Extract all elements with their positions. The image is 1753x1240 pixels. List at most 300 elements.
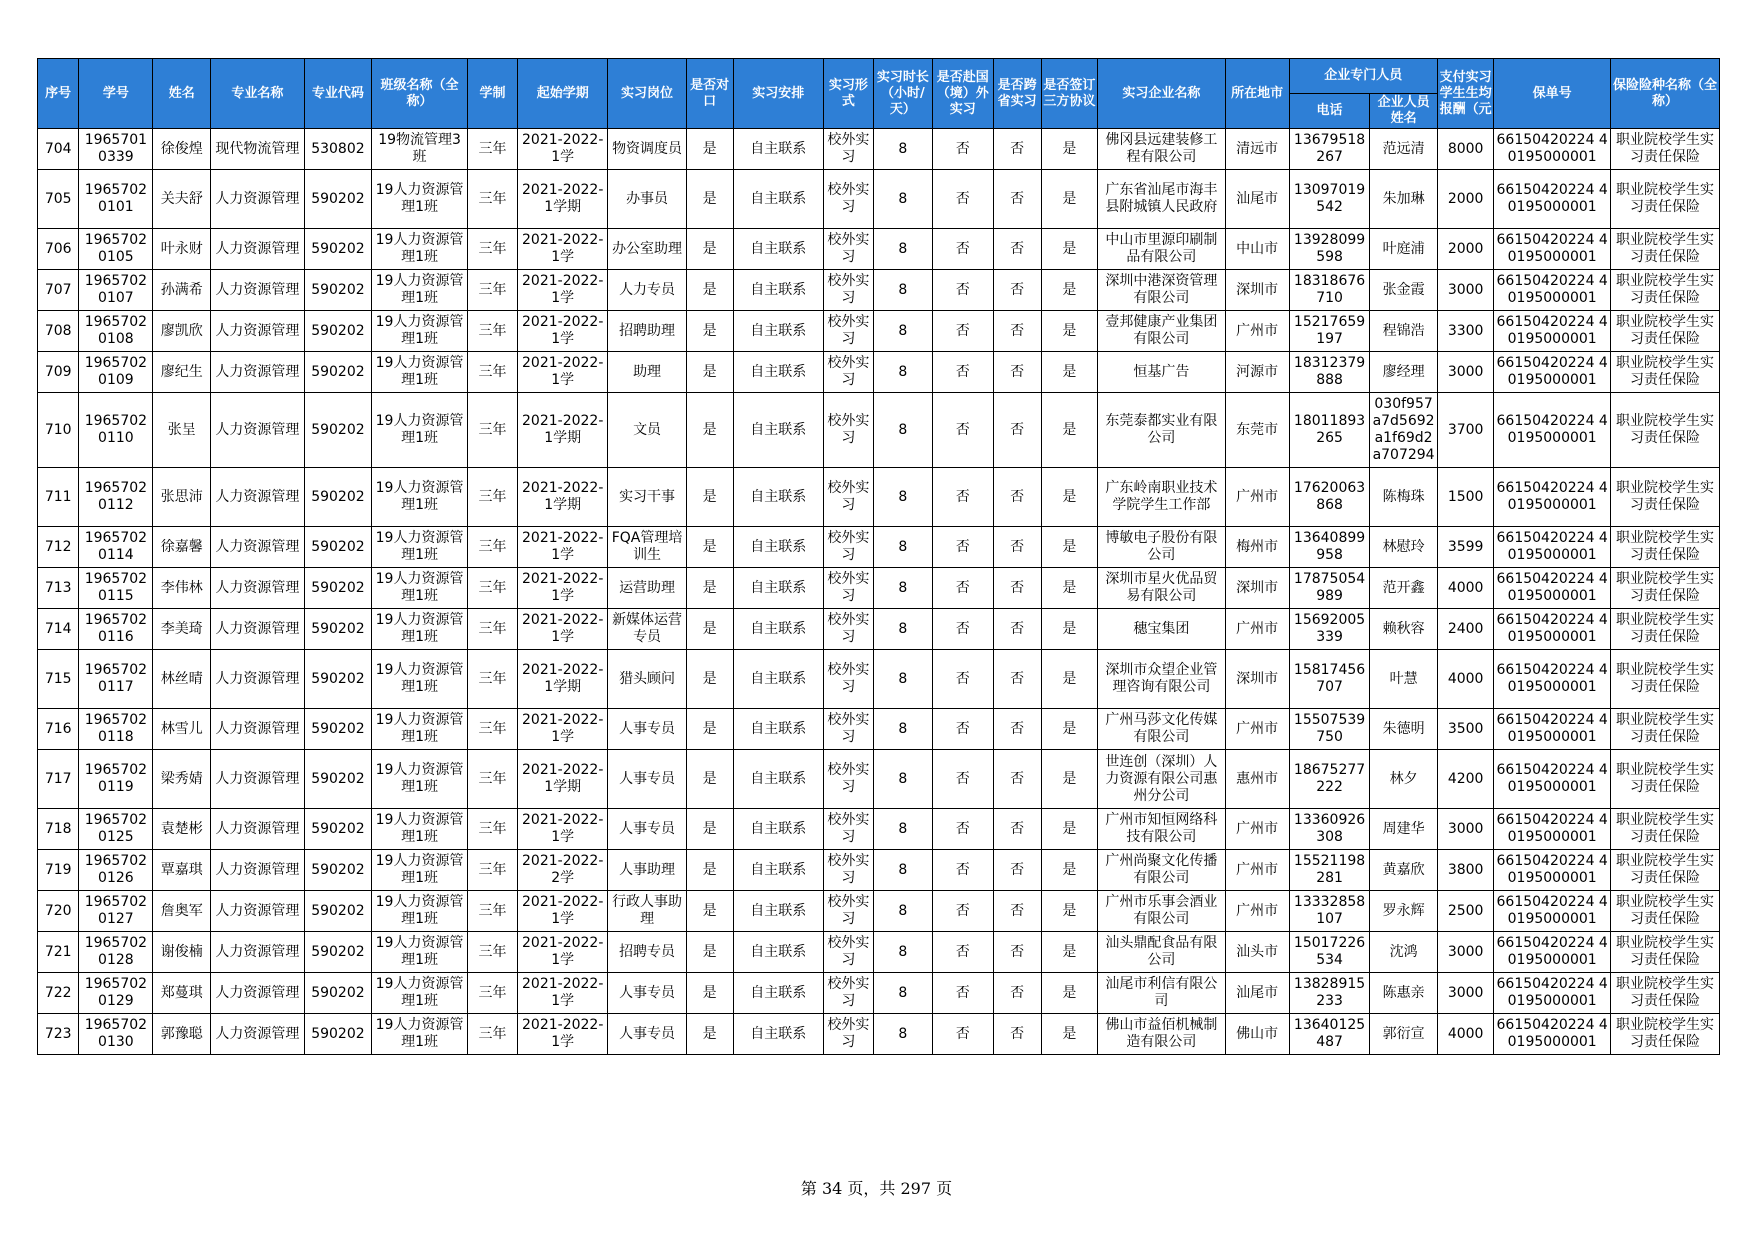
cell-matched: 是	[686, 393, 733, 468]
cell-phone: 18318676 710	[1289, 270, 1370, 311]
cell-hours: 8	[873, 750, 932, 809]
cell-contact: 叶庭浦	[1370, 229, 1438, 270]
cell-tripartite: 是	[1041, 850, 1098, 891]
cell-contact: 陈惠亲	[1370, 973, 1438, 1014]
cell-policy: 66150420224 40195000001	[1494, 809, 1610, 850]
cell-insurance: 职业院校学生实习责任保险	[1610, 393, 1719, 468]
cell-phone: 18312379 888	[1289, 352, 1370, 393]
cell-pay: 8000	[1437, 129, 1494, 170]
cell-company: 广东岭南职业技术学院学生工作部	[1098, 468, 1225, 527]
cell-city: 广州市	[1225, 809, 1289, 850]
cell-policy: 66150420224 40195000001	[1494, 932, 1610, 973]
header-company: 实习企业名称	[1098, 59, 1225, 129]
cell-company: 恒基广告	[1098, 352, 1225, 393]
cell-position: 人事专员	[608, 809, 686, 850]
header-start-term: 起始学期	[518, 59, 608, 129]
cell-student-id: 1965702 0112	[79, 468, 153, 527]
cell-abroad: 否	[932, 609, 993, 650]
cell-cross: 否	[993, 270, 1041, 311]
cell-pay: 3300	[1437, 311, 1494, 352]
cell-arrangement: 自主联系	[733, 709, 823, 750]
cell-company: 壹邦健康产业集团有限公司	[1098, 311, 1225, 352]
cell-pay: 1500	[1437, 468, 1494, 527]
table-row	[38, 750, 1720, 809]
cell-class: 19人力资源管理1班	[372, 973, 468, 1014]
cell-cross: 否	[993, 229, 1041, 270]
cell-phone: 17875054 989	[1289, 568, 1370, 609]
cell-pay: 2500	[1437, 891, 1494, 932]
cell-major: 人力资源管理	[211, 932, 305, 973]
cell-major-code: 530802	[304, 129, 371, 170]
cell-matched: 是	[686, 170, 733, 229]
cell-position: 行政人事助理	[608, 891, 686, 932]
cell-seq: 704	[38, 129, 79, 170]
cell-pay: 4000	[1437, 1014, 1494, 1055]
cell-pay: 3000	[1437, 270, 1494, 311]
cell-class: 19物流管理3班	[372, 129, 468, 170]
table-header	[38, 59, 1720, 129]
header-major-code: 专业代码	[304, 59, 371, 129]
cell-insurance: 职业院校学生实习责任保险	[1610, 650, 1719, 709]
cell-major: 人力资源管理	[211, 809, 305, 850]
table-row	[38, 891, 1720, 932]
cell-hours: 8	[873, 1014, 932, 1055]
cell-city: 梅州市	[1225, 527, 1289, 568]
cell-insurance: 职业院校学生实习责任保险	[1610, 809, 1719, 850]
cell-form: 校外实习	[823, 311, 873, 352]
cell-pay: 3000	[1437, 352, 1494, 393]
cell-class: 19人力资源管理1班	[372, 850, 468, 891]
cell-major: 人力资源管理	[211, 650, 305, 709]
cell-phone: 15017226 534	[1289, 932, 1370, 973]
cell-company: 广州市乐事会酒业有限公司	[1098, 891, 1225, 932]
cell-phone: 13679518 267	[1289, 129, 1370, 170]
cell-city: 广州市	[1225, 850, 1289, 891]
cell-arrangement: 自主联系	[733, 1014, 823, 1055]
cell-hours: 8	[873, 393, 932, 468]
header-major: 专业名称	[211, 59, 305, 129]
cell-insurance: 职业院校学生实习责任保险	[1610, 170, 1719, 229]
cell-student-id: 1965702 0117	[79, 650, 153, 709]
cell-abroad: 否	[932, 750, 993, 809]
cell-city: 河源市	[1225, 352, 1289, 393]
cell-cross: 否	[993, 311, 1041, 352]
cell-matched: 是	[686, 352, 733, 393]
cell-seq: 708	[38, 311, 79, 352]
cell-seq: 707	[38, 270, 79, 311]
cell-major-code: 590202	[304, 750, 371, 809]
cell-start-term: 2021-2022-1学	[518, 973, 608, 1014]
cell-form: 校外实习	[823, 229, 873, 270]
cell-major-code: 590202	[304, 270, 371, 311]
cell-phone: 13828915 233	[1289, 973, 1370, 1014]
cell-insurance: 职业院校学生实习责任保险	[1610, 709, 1719, 750]
cell-arrangement: 自主联系	[733, 270, 823, 311]
cell-phone: 15692005 339	[1289, 609, 1370, 650]
cell-student-id: 1965702 0110	[79, 393, 153, 468]
header-insurance: 保险险种名称（全称）	[1610, 59, 1719, 129]
cell-contact: 廖经理	[1370, 352, 1438, 393]
cell-tripartite: 是	[1041, 973, 1098, 1014]
cell-tripartite: 是	[1041, 709, 1098, 750]
cell-contact: 叶慧	[1370, 650, 1438, 709]
cell-class: 19人力资源管理1班	[372, 750, 468, 809]
cell-arrangement: 自主联系	[733, 850, 823, 891]
table-row	[38, 393, 1720, 468]
cell-major: 人力资源管理	[211, 352, 305, 393]
cell-insurance: 职业院校学生实习责任保险	[1610, 850, 1719, 891]
cell-insurance: 职业院校学生实习责任保险	[1610, 129, 1719, 170]
cell-phone: 15521198 281	[1289, 850, 1370, 891]
cell-matched: 是	[686, 973, 733, 1014]
cell-major-code: 590202	[304, 932, 371, 973]
table-row	[38, 468, 1720, 527]
cell-student-id: 1965702 0126	[79, 850, 153, 891]
cell-contact: 朱德明	[1370, 709, 1438, 750]
cell-name: 徐俊煌	[153, 129, 211, 170]
table-row	[38, 270, 1720, 311]
table-row	[38, 170, 1720, 229]
cell-cross: 否	[993, 1014, 1041, 1055]
cell-city: 汕头市	[1225, 932, 1289, 973]
cell-phone: 13640125 487	[1289, 1014, 1370, 1055]
cell-student-id: 1965702 0116	[79, 609, 153, 650]
table-row	[38, 352, 1720, 393]
cell-duration: 三年	[467, 229, 517, 270]
cell-cross: 否	[993, 709, 1041, 750]
header-phone: 电话	[1289, 94, 1370, 129]
cell-policy: 66150420224 40195000001	[1494, 973, 1610, 1014]
cell-phone: 13332858 107	[1289, 891, 1370, 932]
cell-tripartite: 是	[1041, 527, 1098, 568]
header-contact-group: 企业专门人员	[1289, 59, 1437, 94]
cell-cross: 否	[993, 973, 1041, 1014]
cell-contact: 范开鑫	[1370, 568, 1438, 609]
cell-major: 人力资源管理	[211, 1014, 305, 1055]
cell-major-code: 590202	[304, 393, 371, 468]
cell-position: 新媒体运营专员	[608, 609, 686, 650]
cell-start-term: 2021-2022-1学	[518, 891, 608, 932]
cell-name: 李美琦	[153, 609, 211, 650]
cell-company: 广州市知恒网络科技有限公司	[1098, 809, 1225, 850]
cell-policy: 66150420224 40195000001	[1494, 270, 1610, 311]
cell-major-code: 590202	[304, 891, 371, 932]
cell-contact: 周建华	[1370, 809, 1438, 850]
cell-duration: 三年	[467, 527, 517, 568]
cell-seq: 710	[38, 393, 79, 468]
cell-company: 广州马莎文化传媒有限公司	[1098, 709, 1225, 750]
cell-hours: 8	[873, 527, 932, 568]
cell-abroad: 否	[932, 891, 993, 932]
cell-hours: 8	[873, 270, 932, 311]
cell-duration: 三年	[467, 129, 517, 170]
cell-seq: 713	[38, 568, 79, 609]
cell-form: 校外实习	[823, 170, 873, 229]
header-pay: 支付实习学生生均报酬（元	[1437, 59, 1494, 129]
cell-tripartite: 是	[1041, 468, 1098, 527]
cell-duration: 三年	[467, 352, 517, 393]
cell-company: 汕头鼎配食品有限公司	[1098, 932, 1225, 973]
cell-tripartite: 是	[1041, 393, 1098, 468]
cell-major-code: 590202	[304, 1014, 371, 1055]
cell-contact: 林夕	[1370, 750, 1438, 809]
cell-contact: 张金霞	[1370, 270, 1438, 311]
cell-seq: 722	[38, 973, 79, 1014]
cell-major: 人力资源管理	[211, 270, 305, 311]
cell-tripartite: 是	[1041, 170, 1098, 229]
cell-cross: 否	[993, 352, 1041, 393]
cell-seq: 712	[38, 527, 79, 568]
cell-pay: 2000	[1437, 170, 1494, 229]
cell-class: 19人力资源管理1班	[372, 709, 468, 750]
cell-class: 19人力资源管理1班	[372, 568, 468, 609]
cell-city: 汕尾市	[1225, 973, 1289, 1014]
cell-major: 人力资源管理	[211, 891, 305, 932]
cell-abroad: 否	[932, 393, 993, 468]
table-row	[38, 609, 1720, 650]
cell-tripartite: 是	[1041, 568, 1098, 609]
cell-major-code: 590202	[304, 973, 371, 1014]
cell-name: 廖凯欣	[153, 311, 211, 352]
cell-policy: 66150420224 40195000001	[1494, 229, 1610, 270]
cell-hours: 8	[873, 352, 932, 393]
cell-city: 佛山市	[1225, 1014, 1289, 1055]
cell-seq: 721	[38, 932, 79, 973]
cell-duration: 三年	[467, 311, 517, 352]
cell-major-code: 590202	[304, 809, 371, 850]
cell-phone: 18011893 265	[1289, 393, 1370, 468]
cell-cross: 否	[993, 809, 1041, 850]
cell-insurance: 职业院校学生实习责任保险	[1610, 750, 1719, 809]
cell-form: 校外实习	[823, 609, 873, 650]
cell-duration: 三年	[467, 750, 517, 809]
cell-start-term: 2021-2022-1学	[518, 568, 608, 609]
cell-city: 中山市	[1225, 229, 1289, 270]
cell-student-id: 1965702 0107	[79, 270, 153, 311]
cell-city: 清远市	[1225, 129, 1289, 170]
cell-name: 叶永财	[153, 229, 211, 270]
cell-insurance: 职业院校学生实习责任保险	[1610, 229, 1719, 270]
header-matched: 是否对口	[686, 59, 733, 129]
cell-cross: 否	[993, 568, 1041, 609]
table-row	[38, 809, 1720, 850]
cell-major: 人力资源管理	[211, 750, 305, 809]
cell-pay: 4000	[1437, 568, 1494, 609]
cell-insurance: 职业院校学生实习责任保险	[1610, 973, 1719, 1014]
table-row	[38, 650, 1720, 709]
cell-arrangement: 自主联系	[733, 129, 823, 170]
cell-arrangement: 自主联系	[733, 932, 823, 973]
cell-company: 佛山市益佰机械制造有限公司	[1098, 1014, 1225, 1055]
cell-major: 人力资源管理	[211, 170, 305, 229]
cell-pay: 2000	[1437, 229, 1494, 270]
cell-hours: 8	[873, 891, 932, 932]
cell-company: 深圳市众望企业管理咨询有限公司	[1098, 650, 1225, 709]
cell-duration: 三年	[467, 850, 517, 891]
cell-class: 19人力资源管理1班	[372, 311, 468, 352]
cell-city: 广州市	[1225, 609, 1289, 650]
cell-class: 19人力资源管理1班	[372, 891, 468, 932]
cell-seq: 719	[38, 850, 79, 891]
cell-name: 林雪儿	[153, 709, 211, 750]
cell-class: 19人力资源管理1班	[372, 809, 468, 850]
table-row	[38, 709, 1720, 750]
cell-city: 汕尾市	[1225, 170, 1289, 229]
cell-major-code: 590202	[304, 170, 371, 229]
cell-company: 广东省汕尾市海丰县附城镇人民政府	[1098, 170, 1225, 229]
cell-major-code: 590202	[304, 650, 371, 709]
cell-class: 19人力资源管理1班	[372, 609, 468, 650]
cell-abroad: 否	[932, 170, 993, 229]
cell-contact: 范远清	[1370, 129, 1438, 170]
cell-abroad: 否	[932, 1014, 993, 1055]
cell-position: FQA管理培训生	[608, 527, 686, 568]
cell-insurance: 职业院校学生实习责任保险	[1610, 468, 1719, 527]
cell-hours: 8	[873, 129, 932, 170]
cell-name: 郑蔓琪	[153, 973, 211, 1014]
cell-student-id: 1965702 0105	[79, 229, 153, 270]
cell-student-id: 1965702 0119	[79, 750, 153, 809]
cell-form: 校外实习	[823, 650, 873, 709]
cell-insurance: 职业院校学生实习责任保险	[1610, 270, 1719, 311]
cell-name: 张呈	[153, 393, 211, 468]
cell-position: 人事专员	[608, 973, 686, 1014]
cell-name: 袁楚彬	[153, 809, 211, 850]
cell-major: 现代物流管理	[211, 129, 305, 170]
cell-major: 人力资源管理	[211, 568, 305, 609]
cell-name: 孙满希	[153, 270, 211, 311]
cell-city: 东莞市	[1225, 393, 1289, 468]
cell-major-code: 590202	[304, 229, 371, 270]
cell-form: 校外实习	[823, 709, 873, 750]
table-row	[38, 973, 1720, 1014]
cell-form: 校外实习	[823, 568, 873, 609]
cell-start-term: 2021-2022-1学期	[518, 170, 608, 229]
cell-policy: 66150420224 40195000001	[1494, 850, 1610, 891]
cell-insurance: 职业院校学生实习责任保险	[1610, 891, 1719, 932]
cell-arrangement: 自主联系	[733, 750, 823, 809]
cell-pay: 3700	[1437, 393, 1494, 468]
cell-major-code: 590202	[304, 609, 371, 650]
cell-duration: 三年	[467, 609, 517, 650]
cell-duration: 三年	[467, 170, 517, 229]
cell-pay: 3000	[1437, 809, 1494, 850]
cell-position: 人事专员	[608, 750, 686, 809]
cell-phone: 17620063 868	[1289, 468, 1370, 527]
cell-hours: 8	[873, 229, 932, 270]
cell-major: 人力资源管理	[211, 393, 305, 468]
cell-company: 佛冈县远建装修工程有限公司	[1098, 129, 1225, 170]
cell-class: 19人力资源管理1班	[372, 352, 468, 393]
cell-duration: 三年	[467, 709, 517, 750]
cell-hours: 8	[873, 709, 932, 750]
cell-tripartite: 是	[1041, 311, 1098, 352]
cell-start-term: 2021-2022-1学	[518, 1014, 608, 1055]
cell-student-id: 1965702 0130	[79, 1014, 153, 1055]
cell-start-term: 2021-2022-1学	[518, 932, 608, 973]
cell-duration: 三年	[467, 568, 517, 609]
cell-cross: 否	[993, 750, 1041, 809]
header-form: 实习形式	[823, 59, 873, 129]
cell-company: 深圳中港深资管理有限公司	[1098, 270, 1225, 311]
cell-start-term: 2021-2022-1学期	[518, 750, 608, 809]
table-row	[38, 568, 1720, 609]
cell-form: 校外实习	[823, 527, 873, 568]
cell-seq: 720	[38, 891, 79, 932]
header-class: 班级名称（全称）	[372, 59, 468, 129]
cell-tripartite: 是	[1041, 1014, 1098, 1055]
table-row	[38, 932, 1720, 973]
cell-pay: 3000	[1437, 973, 1494, 1014]
cell-hours: 8	[873, 973, 932, 1014]
cell-arrangement: 自主联系	[733, 809, 823, 850]
cell-arrangement: 自主联系	[733, 973, 823, 1014]
cell-city: 广州市	[1225, 709, 1289, 750]
cell-matched: 是	[686, 270, 733, 311]
cell-insurance: 职业院校学生实习责任保险	[1610, 311, 1719, 352]
cell-start-term: 2021-2022-1学	[518, 229, 608, 270]
cell-insurance: 职业院校学生实习责任保险	[1610, 568, 1719, 609]
cell-form: 校外实习	[823, 850, 873, 891]
cell-name: 徐嘉馨	[153, 527, 211, 568]
cell-class: 19人力资源管理1班	[372, 1014, 468, 1055]
cell-matched: 是	[686, 932, 733, 973]
cell-abroad: 否	[932, 468, 993, 527]
cell-start-term: 2021-2022-2学	[518, 850, 608, 891]
cell-phone: 13640899 958	[1289, 527, 1370, 568]
cell-policy: 66150420224 40195000001	[1494, 709, 1610, 750]
cell-pay: 3000	[1437, 932, 1494, 973]
cell-seq: 711	[38, 468, 79, 527]
cell-start-term: 2021-2022-1学	[518, 129, 608, 170]
cell-student-id: 1965702 0101	[79, 170, 153, 229]
cell-seq: 706	[38, 229, 79, 270]
cell-major: 人力资源管理	[211, 973, 305, 1014]
cell-major: 人力资源管理	[211, 468, 305, 527]
cell-seq: 715	[38, 650, 79, 709]
cell-policy: 66150420224 40195000001	[1494, 750, 1610, 809]
cell-city: 深圳市	[1225, 270, 1289, 311]
cell-seq: 716	[38, 709, 79, 750]
cell-arrangement: 自主联系	[733, 650, 823, 709]
cell-position: 人力专员	[608, 270, 686, 311]
table-row	[38, 527, 1720, 568]
cell-position: 人事专员	[608, 1014, 686, 1055]
cell-major-code: 590202	[304, 311, 371, 352]
cell-contact: 赖秋容	[1370, 609, 1438, 650]
table-row	[38, 1014, 1720, 1055]
cell-duration: 三年	[467, 809, 517, 850]
cell-insurance: 职业院校学生实习责任保险	[1610, 609, 1719, 650]
cell-matched: 是	[686, 468, 733, 527]
cell-contact: 林慰玲	[1370, 527, 1438, 568]
cell-form: 校外实习	[823, 352, 873, 393]
table-body	[38, 129, 1720, 1055]
cell-student-id: 1965702 0127	[79, 891, 153, 932]
cell-student-id: 1965702 0118	[79, 709, 153, 750]
cell-company: 汕尾市利信有限公司	[1098, 973, 1225, 1014]
cell-cross: 否	[993, 129, 1041, 170]
internship-table	[37, 58, 1720, 1055]
cell-hours: 8	[873, 650, 932, 709]
cell-major-code: 590202	[304, 568, 371, 609]
cell-abroad: 否	[932, 352, 993, 393]
cell-major-code: 590202	[304, 527, 371, 568]
cell-position: 运营助理	[608, 568, 686, 609]
cell-position: 招聘助理	[608, 311, 686, 352]
header-student-id: 学号	[79, 59, 153, 129]
cell-position: 办公室助理	[608, 229, 686, 270]
